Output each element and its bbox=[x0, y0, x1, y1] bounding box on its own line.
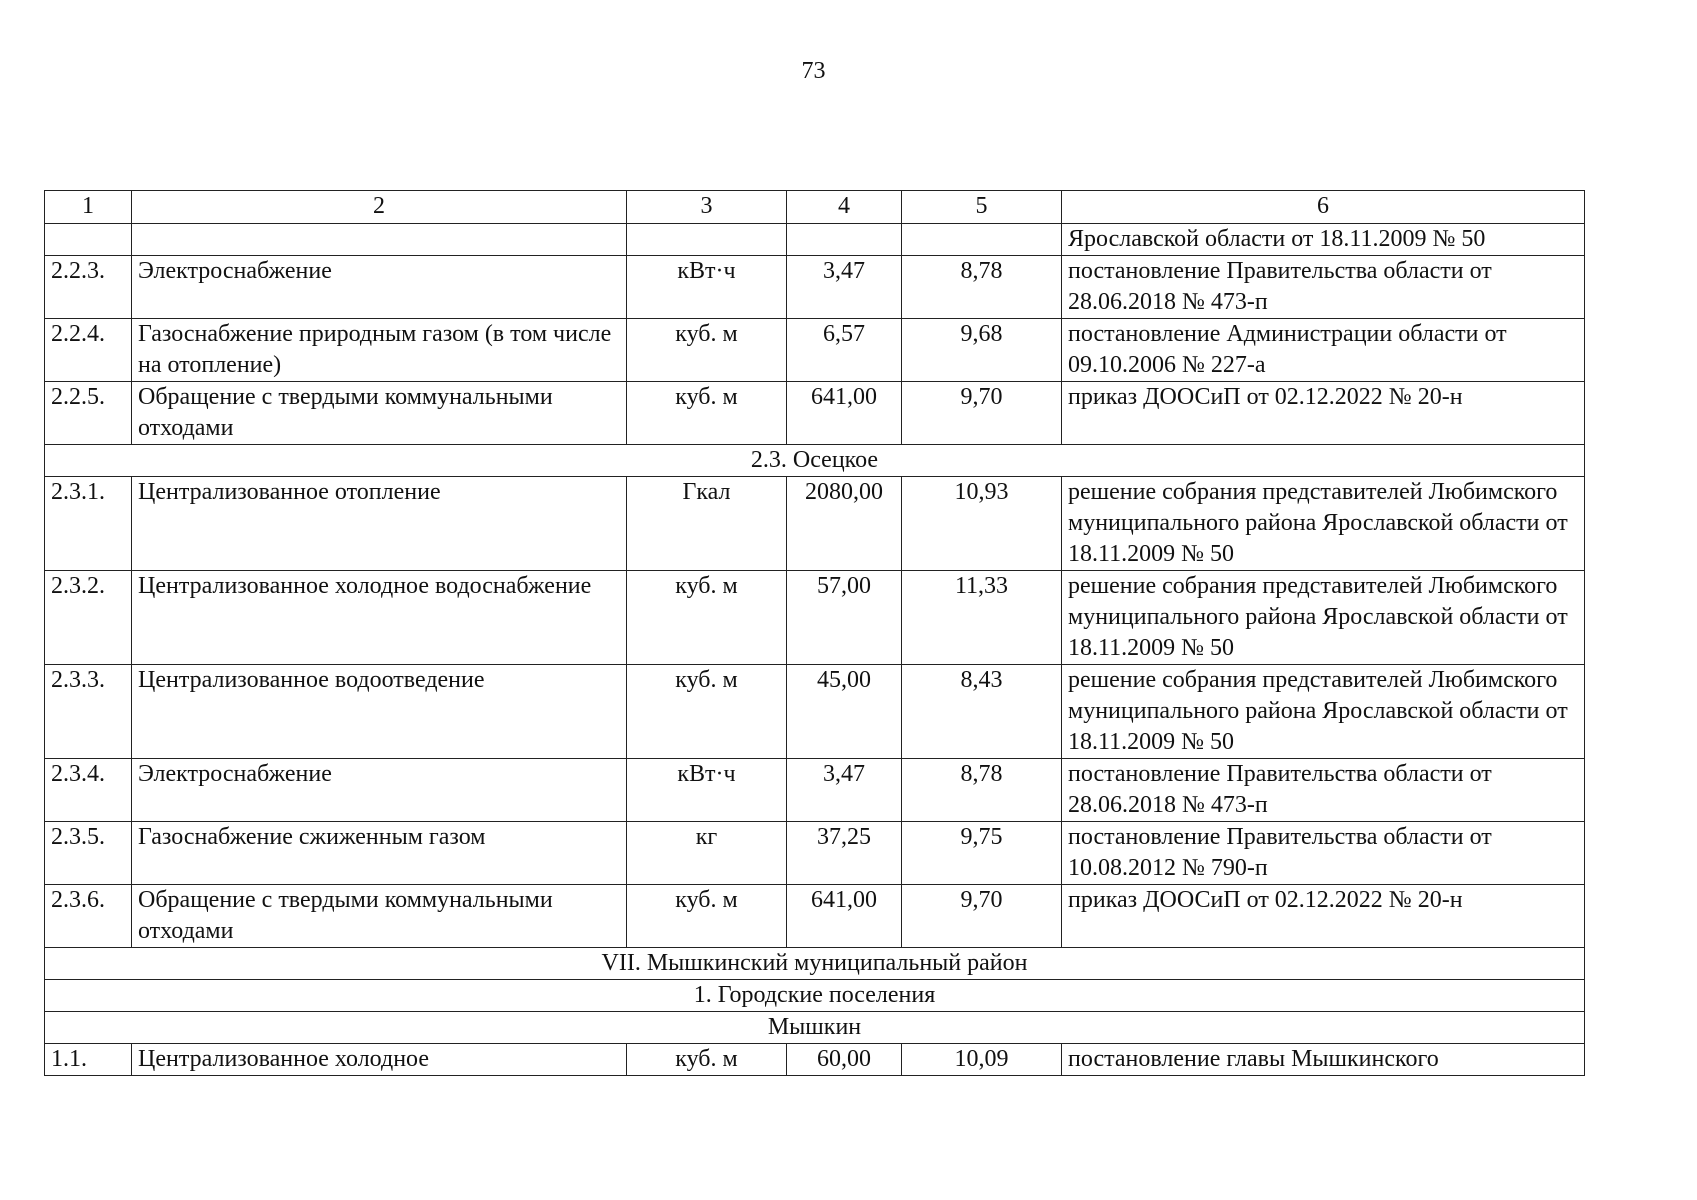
cell-service: Электроснабжение bbox=[132, 256, 627, 319]
cell-value-5: 9,68 bbox=[902, 319, 1062, 382]
cell-number: 2.2.5. bbox=[45, 382, 132, 445]
cell-empty bbox=[787, 224, 902, 256]
cell-value-4: 57,00 bbox=[787, 571, 902, 665]
cell-service: Централизованное холодное bbox=[132, 1044, 627, 1076]
cell-unit: Гкал bbox=[627, 477, 787, 571]
section-row bbox=[45, 948, 1585, 980]
cell-value-4: 641,00 bbox=[787, 885, 902, 948]
cell-service: Электроснабжение bbox=[132, 759, 627, 822]
table-row bbox=[45, 822, 1585, 885]
cell-number: 1.1. bbox=[45, 1044, 132, 1076]
cell-number: 2.2.4. bbox=[45, 319, 132, 382]
header-cell: 5 bbox=[902, 191, 1062, 224]
cell-service: Газоснабжение природным газом (в том числе на отопление) bbox=[132, 319, 627, 382]
cell-number: 2.2.3. bbox=[45, 256, 132, 319]
cell-value-5: 11,33 bbox=[902, 571, 1062, 665]
cell-service: Обращение с твердыми коммунальными отходами bbox=[132, 885, 627, 948]
cell-value-5: 8,43 bbox=[902, 665, 1062, 759]
cell-number: 2.3.3. bbox=[45, 665, 132, 759]
cell-value-5: 10,09 bbox=[902, 1044, 1062, 1076]
table-row bbox=[45, 1044, 1585, 1076]
cell-value-4: 3,47 bbox=[787, 256, 902, 319]
cell-document: постановление главы Мышкинского bbox=[1062, 1044, 1585, 1076]
cell-value-5: 9,70 bbox=[902, 885, 1062, 948]
header-cell: 4 bbox=[787, 191, 902, 224]
table-row bbox=[45, 571, 1585, 665]
cell-number: 2.3.1. bbox=[45, 477, 132, 571]
cell-unit: куб. м bbox=[627, 319, 787, 382]
cell-empty bbox=[627, 224, 787, 256]
cell-document: постановление Правительства области от 28.06.2018 № 473-п bbox=[1062, 759, 1585, 822]
cell-value-4: 641,00 bbox=[787, 382, 902, 445]
cell-service: Обращение с твердыми коммунальными отходами bbox=[132, 382, 627, 445]
cell-value-4: 3,47 bbox=[787, 759, 902, 822]
cell-value-5: 9,70 bbox=[902, 382, 1062, 445]
header-cell: 3 bbox=[627, 191, 787, 224]
header-cell: 1 bbox=[45, 191, 132, 224]
page-number: 73 bbox=[801, 58, 826, 84]
cell-empty bbox=[132, 224, 627, 256]
cell-document: постановление Правительства области от 28.06.2018 № 473-п bbox=[1062, 256, 1585, 319]
cell-document: решение собрания представителей Любимского муниципального района Ярославской области от 18.11.2009 № 50 bbox=[1062, 571, 1585, 665]
table-row bbox=[45, 759, 1585, 822]
table-row bbox=[45, 477, 1585, 571]
header-cell: 6 bbox=[1062, 191, 1585, 224]
table-header-row bbox=[45, 191, 1585, 224]
section-title-district: VII. Мышкинский муниципальный район bbox=[45, 948, 1585, 980]
cell-empty bbox=[45, 224, 132, 256]
section-row bbox=[45, 445, 1585, 477]
cell-value-5: 10,93 bbox=[902, 477, 1062, 571]
section-title-osetskoe: 2.3. Осецкое bbox=[45, 445, 1585, 477]
cell-service: Централизованное отопление bbox=[132, 477, 627, 571]
cell-unit: кВт·ч bbox=[627, 759, 787, 822]
table-row bbox=[45, 382, 1585, 445]
cell-document: постановление Администрации области от 09.10.2006 № 227-а bbox=[1062, 319, 1585, 382]
cell-value-4: 60,00 bbox=[787, 1044, 902, 1076]
cell-unit: куб. м bbox=[627, 382, 787, 445]
cell-empty bbox=[902, 224, 1062, 256]
header-cell: 2 bbox=[132, 191, 627, 224]
cell-value-4: 37,25 bbox=[787, 822, 902, 885]
tariff-table bbox=[44, 190, 1585, 1076]
table-row bbox=[45, 665, 1585, 759]
cell-number: 2.3.5. bbox=[45, 822, 132, 885]
cell-unit: куб. м bbox=[627, 885, 787, 948]
cell-document: постановление Правительства области от 10.08.2012 № 790-п bbox=[1062, 822, 1585, 885]
cell-value-5: 8,78 bbox=[902, 256, 1062, 319]
cell-document: решение собрания представителей Любимского муниципального района Ярославской области от 18.11.2009 № 50 bbox=[1062, 665, 1585, 759]
section-row bbox=[45, 1012, 1585, 1044]
cell-document: приказ ДООСиП от 02.12.2022 № 20-н bbox=[1062, 885, 1585, 948]
cell-value-4: 2080,00 bbox=[787, 477, 902, 571]
table-row bbox=[45, 885, 1585, 948]
cell-unit: куб. м bbox=[627, 665, 787, 759]
cell-value-5: 8,78 bbox=[902, 759, 1062, 822]
cell-document: Ярославской области от 18.11.2009 № 50 bbox=[1062, 224, 1585, 256]
cell-unit: кВт·ч bbox=[627, 256, 787, 319]
section-title-town: Мышкин bbox=[45, 1012, 1585, 1044]
cell-service: Централизованное водоотведение bbox=[132, 665, 627, 759]
table-row bbox=[45, 224, 1585, 256]
cell-value-5: 9,75 bbox=[902, 822, 1062, 885]
cell-service: Газоснабжение сжиженным газом bbox=[132, 822, 627, 885]
cell-document: приказ ДООСиП от 02.12.2022 № 20-н bbox=[1062, 382, 1585, 445]
table-row bbox=[45, 319, 1585, 382]
cell-number: 2.3.4. bbox=[45, 759, 132, 822]
cell-number: 2.3.2. bbox=[45, 571, 132, 665]
cell-document: решение собрания представителей Любимского муниципального района Ярославской области от 18.11.2009 № 50 bbox=[1062, 477, 1585, 571]
section-row bbox=[45, 980, 1585, 1012]
table-row bbox=[45, 256, 1585, 319]
cell-number: 2.3.6. bbox=[45, 885, 132, 948]
cell-unit: кг bbox=[627, 822, 787, 885]
cell-unit: куб. м bbox=[627, 571, 787, 665]
section-title-urban: 1. Городские поселения bbox=[45, 980, 1585, 1012]
cell-unit: куб. м bbox=[627, 1044, 787, 1076]
cell-value-4: 45,00 bbox=[787, 665, 902, 759]
cell-service: Централизованное холодное водоснабжение bbox=[132, 571, 627, 665]
cell-value-4: 6,57 bbox=[787, 319, 902, 382]
